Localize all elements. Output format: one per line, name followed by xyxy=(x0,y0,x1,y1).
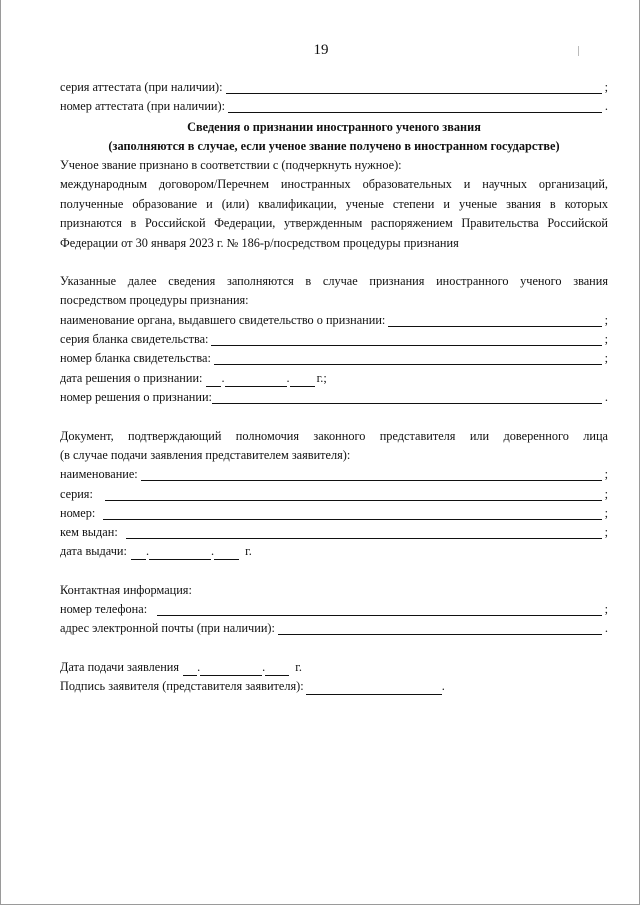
certificate-series-label: серия аттестата (при наличии): xyxy=(60,80,223,94)
recognition-line: Федерации от 30 января 2023 г. № 186-р/посредством процедуры признания xyxy=(60,235,459,250)
recognition-intro-text: Ученое звание признано в соответствии с (подчеркнуть нужное): xyxy=(60,158,402,172)
certificate-number-field[interactable] xyxy=(228,100,602,113)
form-series-row xyxy=(60,330,608,348)
decision-date-label: дата решения о признании: xyxy=(60,371,203,385)
certificate-number-label: номер аттестата (при наличии): xyxy=(60,99,225,113)
recognition-line: полученные образование и (или) квалификации, ученые степени и ученые звания в которых xyxy=(60,196,608,211)
punctuation: . xyxy=(604,99,608,113)
decision-day-field[interactable] xyxy=(206,374,221,387)
certificate-series-row xyxy=(60,78,608,96)
punctuation: . xyxy=(604,621,608,635)
rep-issue-date-label: дата выдачи: xyxy=(60,544,127,558)
decision-number-row xyxy=(60,388,608,406)
submission-month-field[interactable] xyxy=(200,663,262,676)
representative-note xyxy=(60,427,608,465)
form-series-field[interactable] xyxy=(211,333,601,346)
signature-label: Подпись заявителя (представителя заявителя): xyxy=(60,679,304,693)
rep-issued-by-row xyxy=(60,523,608,541)
punctuation: . xyxy=(145,544,150,558)
page-number: 19 xyxy=(313,42,329,58)
certificate-series-field[interactable] xyxy=(226,81,602,94)
submission-day-field[interactable] xyxy=(183,663,197,676)
recognition-text xyxy=(60,175,608,253)
recognition-line: признаются в Российской Федерации, утвержденным распоряжением Правительства Российской xyxy=(60,216,608,230)
rep-issued-by-field[interactable] xyxy=(126,526,602,539)
authority-field[interactable] xyxy=(388,314,601,327)
form-number-field[interactable] xyxy=(214,352,602,365)
punctuation: . xyxy=(211,544,215,558)
rep-series-row xyxy=(60,485,608,503)
phone-row xyxy=(60,600,608,618)
rep-issue-date-row xyxy=(60,542,252,560)
email-field[interactable] xyxy=(278,622,602,635)
signature-field[interactable] xyxy=(306,682,442,695)
rep-issue-month-field[interactable] xyxy=(149,547,211,560)
punctuation: . xyxy=(604,390,608,404)
email-row xyxy=(60,619,608,637)
authority-label: наименование органа, выдавшего свидетельство о признании: xyxy=(60,313,386,327)
submission-date-row xyxy=(60,658,302,676)
procedure-note-line: посредством процедуры признания: xyxy=(60,293,249,307)
rep-series-field[interactable] xyxy=(105,488,602,501)
rep-issue-year-suffix: г. xyxy=(245,544,252,558)
representative-note-line: Документ, подтверждающий полномочия законного представителя или доверенного лица xyxy=(60,429,608,443)
procedure-note xyxy=(60,272,608,310)
decision-date-row xyxy=(60,369,327,387)
certificate-number-row xyxy=(60,97,608,115)
section-title: Сведения о признании иностранного ученого звания xyxy=(187,120,481,134)
rep-issue-year-field[interactable] xyxy=(214,547,239,560)
contact-heading-row xyxy=(60,581,608,599)
signature-row xyxy=(60,677,445,695)
procedure-note-line: Указанные далее сведения заполняются в случае признания иностранного ученого звания xyxy=(60,274,608,288)
punctuation: ; xyxy=(604,332,608,346)
authority-row xyxy=(60,311,608,329)
rep-number-field[interactable] xyxy=(103,507,601,520)
punctuation: ; xyxy=(604,80,608,94)
rep-series-label: серия: xyxy=(60,487,93,501)
decision-number-field[interactable] xyxy=(212,391,602,404)
punctuation: ; xyxy=(604,525,608,539)
rep-name-row xyxy=(60,465,608,483)
punctuation: ; xyxy=(604,487,608,501)
recognition-intro xyxy=(60,156,608,174)
punctuation: . xyxy=(221,371,225,385)
punctuation: ; xyxy=(604,351,608,365)
rep-number-label: номер: xyxy=(60,506,96,520)
form-series-label: серия бланка свидетельства: xyxy=(60,332,209,346)
section-subtitle: (заполняются в случае, если ученое звание получено в иностранном государстве) xyxy=(108,139,560,153)
rep-name-field[interactable] xyxy=(141,468,602,481)
submission-date-label: Дата подачи заявления xyxy=(60,660,180,674)
punctuation: . xyxy=(197,660,201,674)
punctuation: . xyxy=(286,371,290,385)
punctuation: . xyxy=(262,660,266,674)
rep-issued-by-label: кем выдан: xyxy=(60,525,118,539)
form-number-row xyxy=(60,349,608,367)
submission-year-field[interactable] xyxy=(265,663,289,676)
decision-month-field[interactable] xyxy=(225,374,287,387)
punctuation: ; xyxy=(604,602,608,616)
rep-number-row xyxy=(60,504,608,522)
submission-year-suffix: г. xyxy=(295,660,302,674)
phone-label: номер телефона: xyxy=(60,602,148,616)
punctuation: ; xyxy=(604,506,608,520)
form-number-label: номер бланка свидетельства: xyxy=(60,351,211,365)
recognition-line: международным договором/Перечнем иностранных образовательных и научных организаций, xyxy=(60,177,608,191)
decision-number-label: номер решения о признании: xyxy=(60,390,212,404)
rep-name-label: наименование: xyxy=(60,467,138,481)
decision-year-field[interactable] xyxy=(290,374,315,387)
rep-issue-day-field[interactable] xyxy=(131,547,146,560)
decision-year-suffix: г.; xyxy=(316,371,327,385)
punctuation: ; xyxy=(604,467,608,481)
contact-heading: Контактная информация: xyxy=(60,583,192,597)
email-label: адрес электронной почты (при наличии): xyxy=(60,621,275,635)
punctuation: ; xyxy=(604,313,608,327)
representative-note-line: (в случае подачи заявления представителем заявителя): xyxy=(60,448,351,462)
punctuation: . xyxy=(441,679,445,693)
phone-field[interactable] xyxy=(157,603,601,616)
